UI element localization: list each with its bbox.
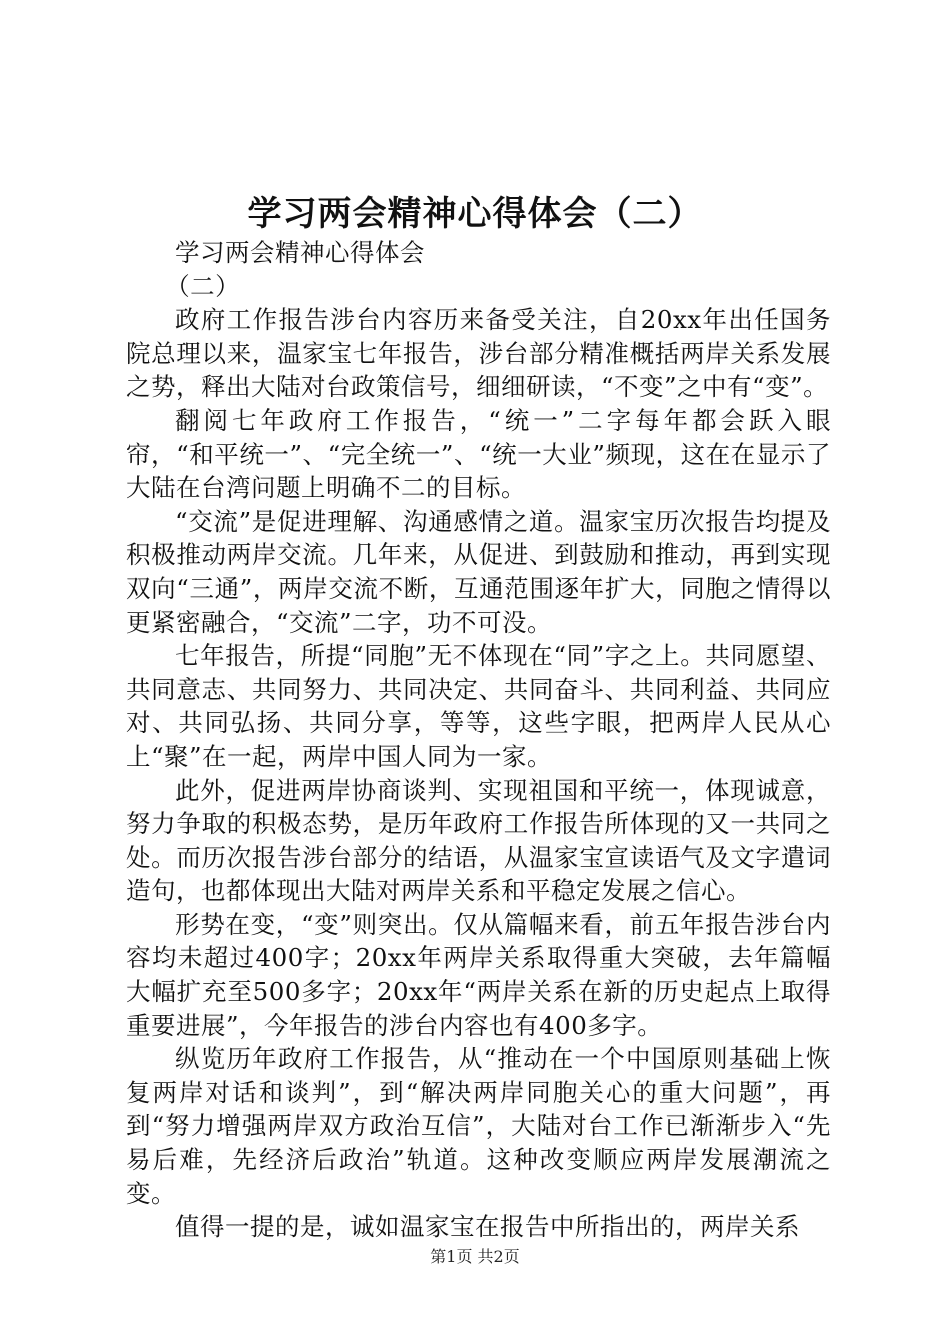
subtitle-part: （二） [165,271,241,301]
paragraph-2: 翻阅七年政府工作报告，“统一”二字每年都会跃入眼帘，“和平统一”、“完全统一”、“统一大业”频现，这在在显示了大陆在台湾问题上明确不二的目标。 [126,405,831,503]
subtitle: 学习两会精神心得体会 [175,238,425,267]
document-title: 学习两会精神心得体会（二） [247,194,703,234]
paragraph-1: 政府工作报告涉台内容历来备受关注，自20xx年出任国务院总理以来，温家宝七年报告，涉台部分精准概括两岸关系发展之势，释出大陆对台政策信号，细细研读，“不变”之中有“变”。 [126,305,831,402]
paragraph-8: 值得一提的是，诚如温家宝在报告中所指出的，两岸关系 [175,1212,800,1242]
page-number: 第1页 共2页 [430,1247,520,1266]
paragraph-7: 纵览历年政府工作报告，从“推动在一个中国原则基础上恢复两岸对话和谈判”，到“解决两岸同胞关心的重大问题”，再到“努力增强两岸双方政治互信”，大陆对台工作已渐渐步入“先易后难，先经济后政治”轨道。这种改变顺应两岸发展潮流之变。 [126,1044,831,1208]
paragraph-4: 七年报告，所提“同胞”无不体现在“同”字之上。共同愿望、共同意志、共同努力、共同决定、共同奋斗、共同利益、共同应对、共同弘扬、共同分享，等等，这些字眼，把两岸人民从心上“聚”在一起，两岸中国人同为一家。 [126,641,831,771]
document-body [126,236,831,1244]
paragraph-5: 此外，促进两岸协商谈判、实现祖国和平统一，体现诚意，努力争取的积极态势，是历年政府工作报告所体现的又一共同之处。而历次报告涉台部分的结语，从温家宝宣读语气及文字遣词造句，也都体现出大陆对两岸关系和平稳定发展之信心。 [126,775,831,906]
paragraph-6: 形势在变，“变”则突出。仅从篇幅来看，前五年报告涉台内容均未超过400字；20xx年两岸关系取得重大突破，去年篇幅大幅扩充至500多字；20xx年“两岸关系在新的历史起点上取得重要进展”，今年报告的涉台内容也有400多字。 [126,909,831,1040]
paragraph-3: “交流”是促进理解、沟通感情之道。温家宝历次报告均提及积极推动两岸交流。几年来，从促进、到鼓励和推动，再到实现双向“三通”，两岸交流不断，互通范围逐年扩大，同胞之情得以更紧密融合，“交流”二字，功不可没。 [126,506,831,637]
